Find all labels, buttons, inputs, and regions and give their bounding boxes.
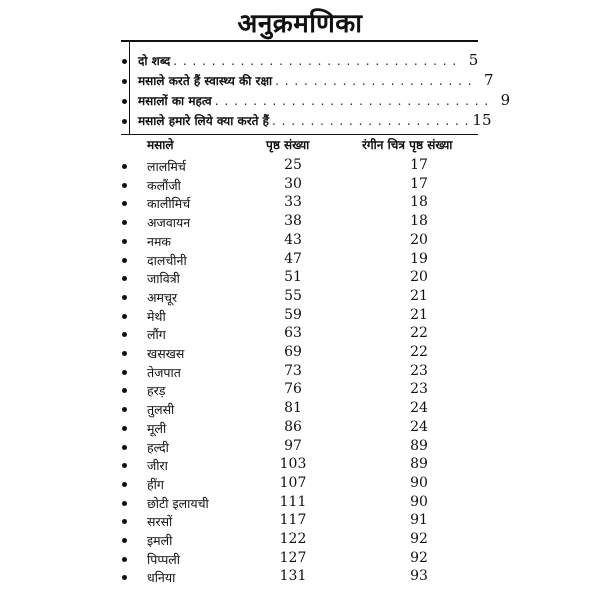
table-row[interactable] xyxy=(0,495,600,513)
page-number: 131 xyxy=(279,568,307,585)
table-row[interactable] xyxy=(0,308,600,326)
intro-item-label: मसाले हमारे लिये क्या करते हैं xyxy=(138,114,270,128)
color-plate-page-number: 18 xyxy=(410,213,428,230)
spice-name: मूली xyxy=(147,420,167,436)
table-row[interactable] xyxy=(0,252,600,270)
bullet-icon xyxy=(122,538,127,543)
page-number: 55 xyxy=(284,287,302,304)
bullet-icon xyxy=(122,59,127,64)
color-plate-page-number: 92 xyxy=(410,531,428,547)
table-row[interactable] xyxy=(0,364,600,382)
spice-name: दालचीनी xyxy=(147,252,187,268)
intro-item[interactable] xyxy=(138,51,478,71)
title-rule xyxy=(121,40,478,42)
intro-item-page: 5 xyxy=(468,51,479,69)
spice-name: सरसों xyxy=(147,514,173,530)
page-number: 69 xyxy=(284,344,302,360)
color-plate-page-number: 91 xyxy=(410,512,428,529)
column-header-color-page: रंगीन चित्र पृष्ठ संख्या xyxy=(362,138,453,152)
page-number: 33 xyxy=(284,194,302,211)
page-number: 117 xyxy=(279,512,307,529)
spice-name: कलौंजी xyxy=(147,177,181,193)
spice-name: तुलसी xyxy=(147,402,175,418)
color-plate-page-number: 22 xyxy=(410,325,428,342)
page-number: 76 xyxy=(284,381,302,398)
spice-name: कालीमिर्च xyxy=(147,196,191,212)
page-number: 122 xyxy=(279,531,307,547)
column-header-spice: मसाले xyxy=(147,138,174,152)
spice-name: धनिया xyxy=(147,570,176,586)
color-plate-page-number: 93 xyxy=(410,568,428,585)
spice-name: मेथी xyxy=(147,308,166,324)
table-row[interactable] xyxy=(0,158,600,176)
color-plate-page-number: 90 xyxy=(410,474,428,491)
spice-name: तेजपात xyxy=(147,364,181,380)
table-row[interactable] xyxy=(0,513,600,531)
table-row[interactable] xyxy=(0,457,600,475)
color-plate-page-number: 23 xyxy=(410,362,428,379)
bullet-icon xyxy=(122,445,127,450)
page-number: 25 xyxy=(284,157,302,173)
bullet-icon xyxy=(122,314,127,319)
spice-name: खसखस xyxy=(147,346,185,361)
table-row[interactable] xyxy=(0,233,600,251)
spice-name: छोटी इलायची xyxy=(147,495,209,511)
table-row[interactable] xyxy=(0,326,600,344)
bullet-icon xyxy=(122,575,127,580)
bullet-icon xyxy=(122,557,127,562)
color-plate-page-number: 92 xyxy=(410,549,428,566)
color-plate-page-number: 20 xyxy=(410,269,428,286)
bullet-icon xyxy=(122,295,127,300)
table-row[interactable] xyxy=(0,177,600,195)
dot-leader: . . . . . . . . . . . . . . . . . . . . . . . . . . . . . xyxy=(214,94,490,108)
bullet-icon xyxy=(122,482,127,487)
table-row[interactable] xyxy=(0,345,600,363)
table-row[interactable] xyxy=(0,289,600,307)
page-number: 73 xyxy=(284,362,302,379)
page-number: 43 xyxy=(284,231,302,248)
intro-item-label: मसाले करते हैं स्वास्थ्य की रक्षा xyxy=(138,74,273,88)
bullet-icon xyxy=(122,79,127,84)
table-row[interactable] xyxy=(0,551,600,569)
bullet-icon xyxy=(122,351,127,356)
page-title: अनुक्रमणिका xyxy=(237,9,363,39)
bullet-icon xyxy=(122,388,127,393)
page-number: 97 xyxy=(284,437,302,454)
page-number: 38 xyxy=(284,213,302,230)
intro-item-page: 9 xyxy=(500,91,511,109)
intro-item[interactable] xyxy=(138,71,494,91)
bullet-icon xyxy=(122,220,127,225)
intro-item-page: 7 xyxy=(484,71,494,89)
spice-name: हल्दी xyxy=(147,439,169,455)
page-number: 51 xyxy=(284,269,302,286)
bullet-icon xyxy=(122,276,127,281)
dot-leader: . . . . . . . . . . . . . . . . . . . . . . . . . . . . . . xyxy=(173,54,458,68)
intro-item-label: दो शब्द xyxy=(138,54,171,68)
bullet-icon xyxy=(122,501,127,506)
spice-name: हींग xyxy=(147,476,164,492)
spice-name: लालमिर्च xyxy=(147,159,186,174)
table-row[interactable] xyxy=(0,195,600,213)
spice-name: पिप्पली xyxy=(147,551,181,567)
dot-leader: . . . . . . . . . . . . . . . . . . . . . xyxy=(275,74,473,88)
color-plate-page-number: 21 xyxy=(410,287,428,304)
table-row[interactable] xyxy=(0,382,600,400)
spice-name: नमक xyxy=(147,233,172,249)
page-number: 63 xyxy=(284,325,302,342)
table-row[interactable] xyxy=(0,569,600,587)
spice-name: लौंग xyxy=(147,327,166,343)
bullet-icon xyxy=(122,99,127,104)
color-plate-page-number: 89 xyxy=(410,437,428,454)
bullet-icon xyxy=(122,407,127,412)
color-plate-page-number: 18 xyxy=(410,194,428,211)
color-plate-page-number: 90 xyxy=(410,493,428,510)
table-row[interactable] xyxy=(0,420,600,438)
page-number: 107 xyxy=(279,474,307,491)
bullet-icon xyxy=(122,164,127,169)
table-row[interactable] xyxy=(0,476,600,494)
intro-item-label: मसालों का महत्व xyxy=(138,94,212,108)
page-number: 86 xyxy=(284,418,302,435)
intro-vertical-rule xyxy=(129,41,130,134)
color-plate-page-number: 17 xyxy=(410,157,428,173)
page-number: 81 xyxy=(284,400,302,417)
intro-item[interactable] xyxy=(138,111,492,131)
bullet-icon xyxy=(122,332,127,337)
bullet-icon xyxy=(122,519,127,524)
bullet-icon xyxy=(122,258,127,263)
spice-name: अमचूर xyxy=(147,289,178,305)
page-number: 127 xyxy=(279,549,307,566)
intro-rule xyxy=(121,134,478,135)
spice-name: इमली xyxy=(147,533,173,548)
table-row[interactable] xyxy=(0,439,600,457)
bullet-icon xyxy=(122,239,127,244)
color-plate-page-number: 24 xyxy=(410,418,428,435)
spice-name: हरड़ xyxy=(147,383,166,399)
page-number: 111 xyxy=(279,493,307,510)
color-plate-page-number: 21 xyxy=(410,306,428,323)
spice-name: जावित्री xyxy=(147,271,180,287)
color-plate-page-number: 89 xyxy=(410,456,428,473)
column-header-page: पृष्ठ संख्या xyxy=(266,138,310,152)
intro-item-page: 15 xyxy=(472,111,492,129)
spice-name: अजवायन xyxy=(147,215,191,231)
table-row[interactable] xyxy=(0,214,600,232)
bullet-icon xyxy=(122,426,127,431)
table-row[interactable] xyxy=(0,401,600,419)
color-plate-page-number: 22 xyxy=(410,344,428,360)
bullet-icon xyxy=(122,370,127,375)
intro-item[interactable] xyxy=(138,91,511,111)
bullet-icon xyxy=(122,119,127,124)
bullet-icon xyxy=(122,463,127,468)
spice-name: जीरा xyxy=(147,458,168,474)
color-plate-page-number: 23 xyxy=(410,381,428,398)
color-plate-page-number: 20 xyxy=(410,231,428,248)
page-number: 47 xyxy=(284,250,302,267)
bullet-icon xyxy=(122,201,127,206)
color-plate-page-number: 24 xyxy=(410,400,428,417)
table-row[interactable] xyxy=(0,532,600,550)
color-plate-page-number: 19 xyxy=(410,250,428,267)
page-number: 59 xyxy=(284,306,302,323)
color-plate-page-number: 17 xyxy=(410,175,428,192)
page-number: 30 xyxy=(284,175,302,192)
table-row[interactable] xyxy=(0,270,600,288)
page-number: 103 xyxy=(279,456,307,473)
bullet-icon xyxy=(122,183,127,188)
dot-leader: . . . . . . . . . . . . . . . . . . . . . xyxy=(272,114,470,128)
